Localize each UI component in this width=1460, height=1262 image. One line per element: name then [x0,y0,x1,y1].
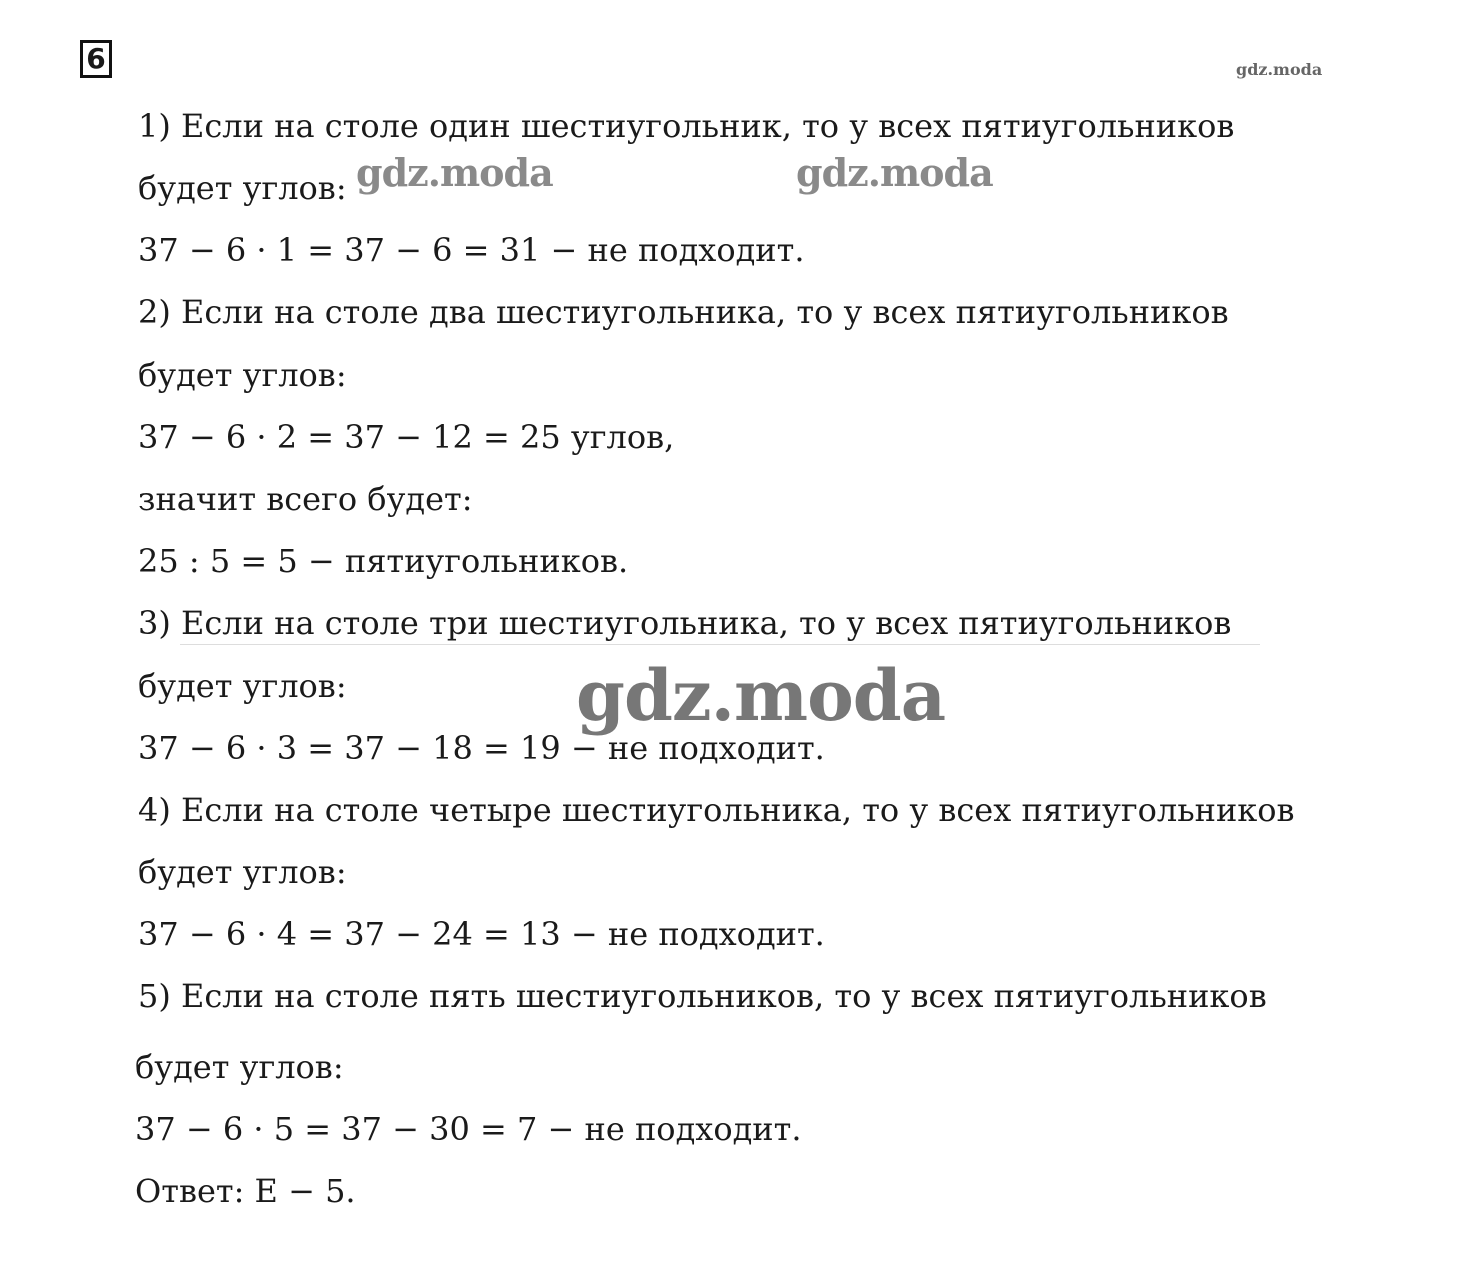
solution-line: значит всего будет: [138,480,473,518]
task-number: 6 [86,42,106,75]
solution-line: будет углов: [135,1048,344,1086]
solution-line: 25 : 5 = 5 − пятиугольников. [138,542,629,580]
solution-line: 2) Если на столе два шестиугольника, то у всех пятиугольников [138,293,1229,331]
solution-line: 37 − 6 · 4 = 37 − 24 = 13 − не подходит. [138,915,825,953]
task-number-box [80,40,112,78]
solution-line: 3) Если на столе три шестиугольника, то у всех пятиугольников [138,604,1232,642]
solution-line: будет углов: [138,169,347,207]
solution-line: будет углов: [138,667,347,705]
watermark-small: gdz.moda [1236,60,1323,79]
watermark: gdz.moda [796,150,993,195]
watermark: gdz.moda [356,150,553,195]
solution-line: 37 − 6 · 3 = 37 − 18 = 19 − не подходит. [138,729,825,767]
answer-line: Ответ: Е − 5. [135,1172,356,1210]
solution-line: 1) Если на столе один шестиугольник, то у всех пятиугольников [138,107,1235,145]
watermark-large: gdz.moda [576,654,946,737]
solution-line: 4) Если на столе четыре шестиугольника, то у всех пятиугольников [138,791,1295,829]
solution-line: 5) Если на столе пять шестиугольников, то у всех пятиугольников [138,977,1267,1015]
solution-line: 37 − 6 · 2 = 37 − 12 = 25 углов, [138,418,675,456]
solution-line: будет углов: [138,356,347,394]
solution-line: будет углов: [138,853,347,891]
solution-line: 37 − 6 · 5 = 37 − 30 = 7 − не подходит. [135,1110,802,1148]
solution-line: 37 − 6 · 1 = 37 − 6 = 31 − не подходит. [138,231,805,269]
